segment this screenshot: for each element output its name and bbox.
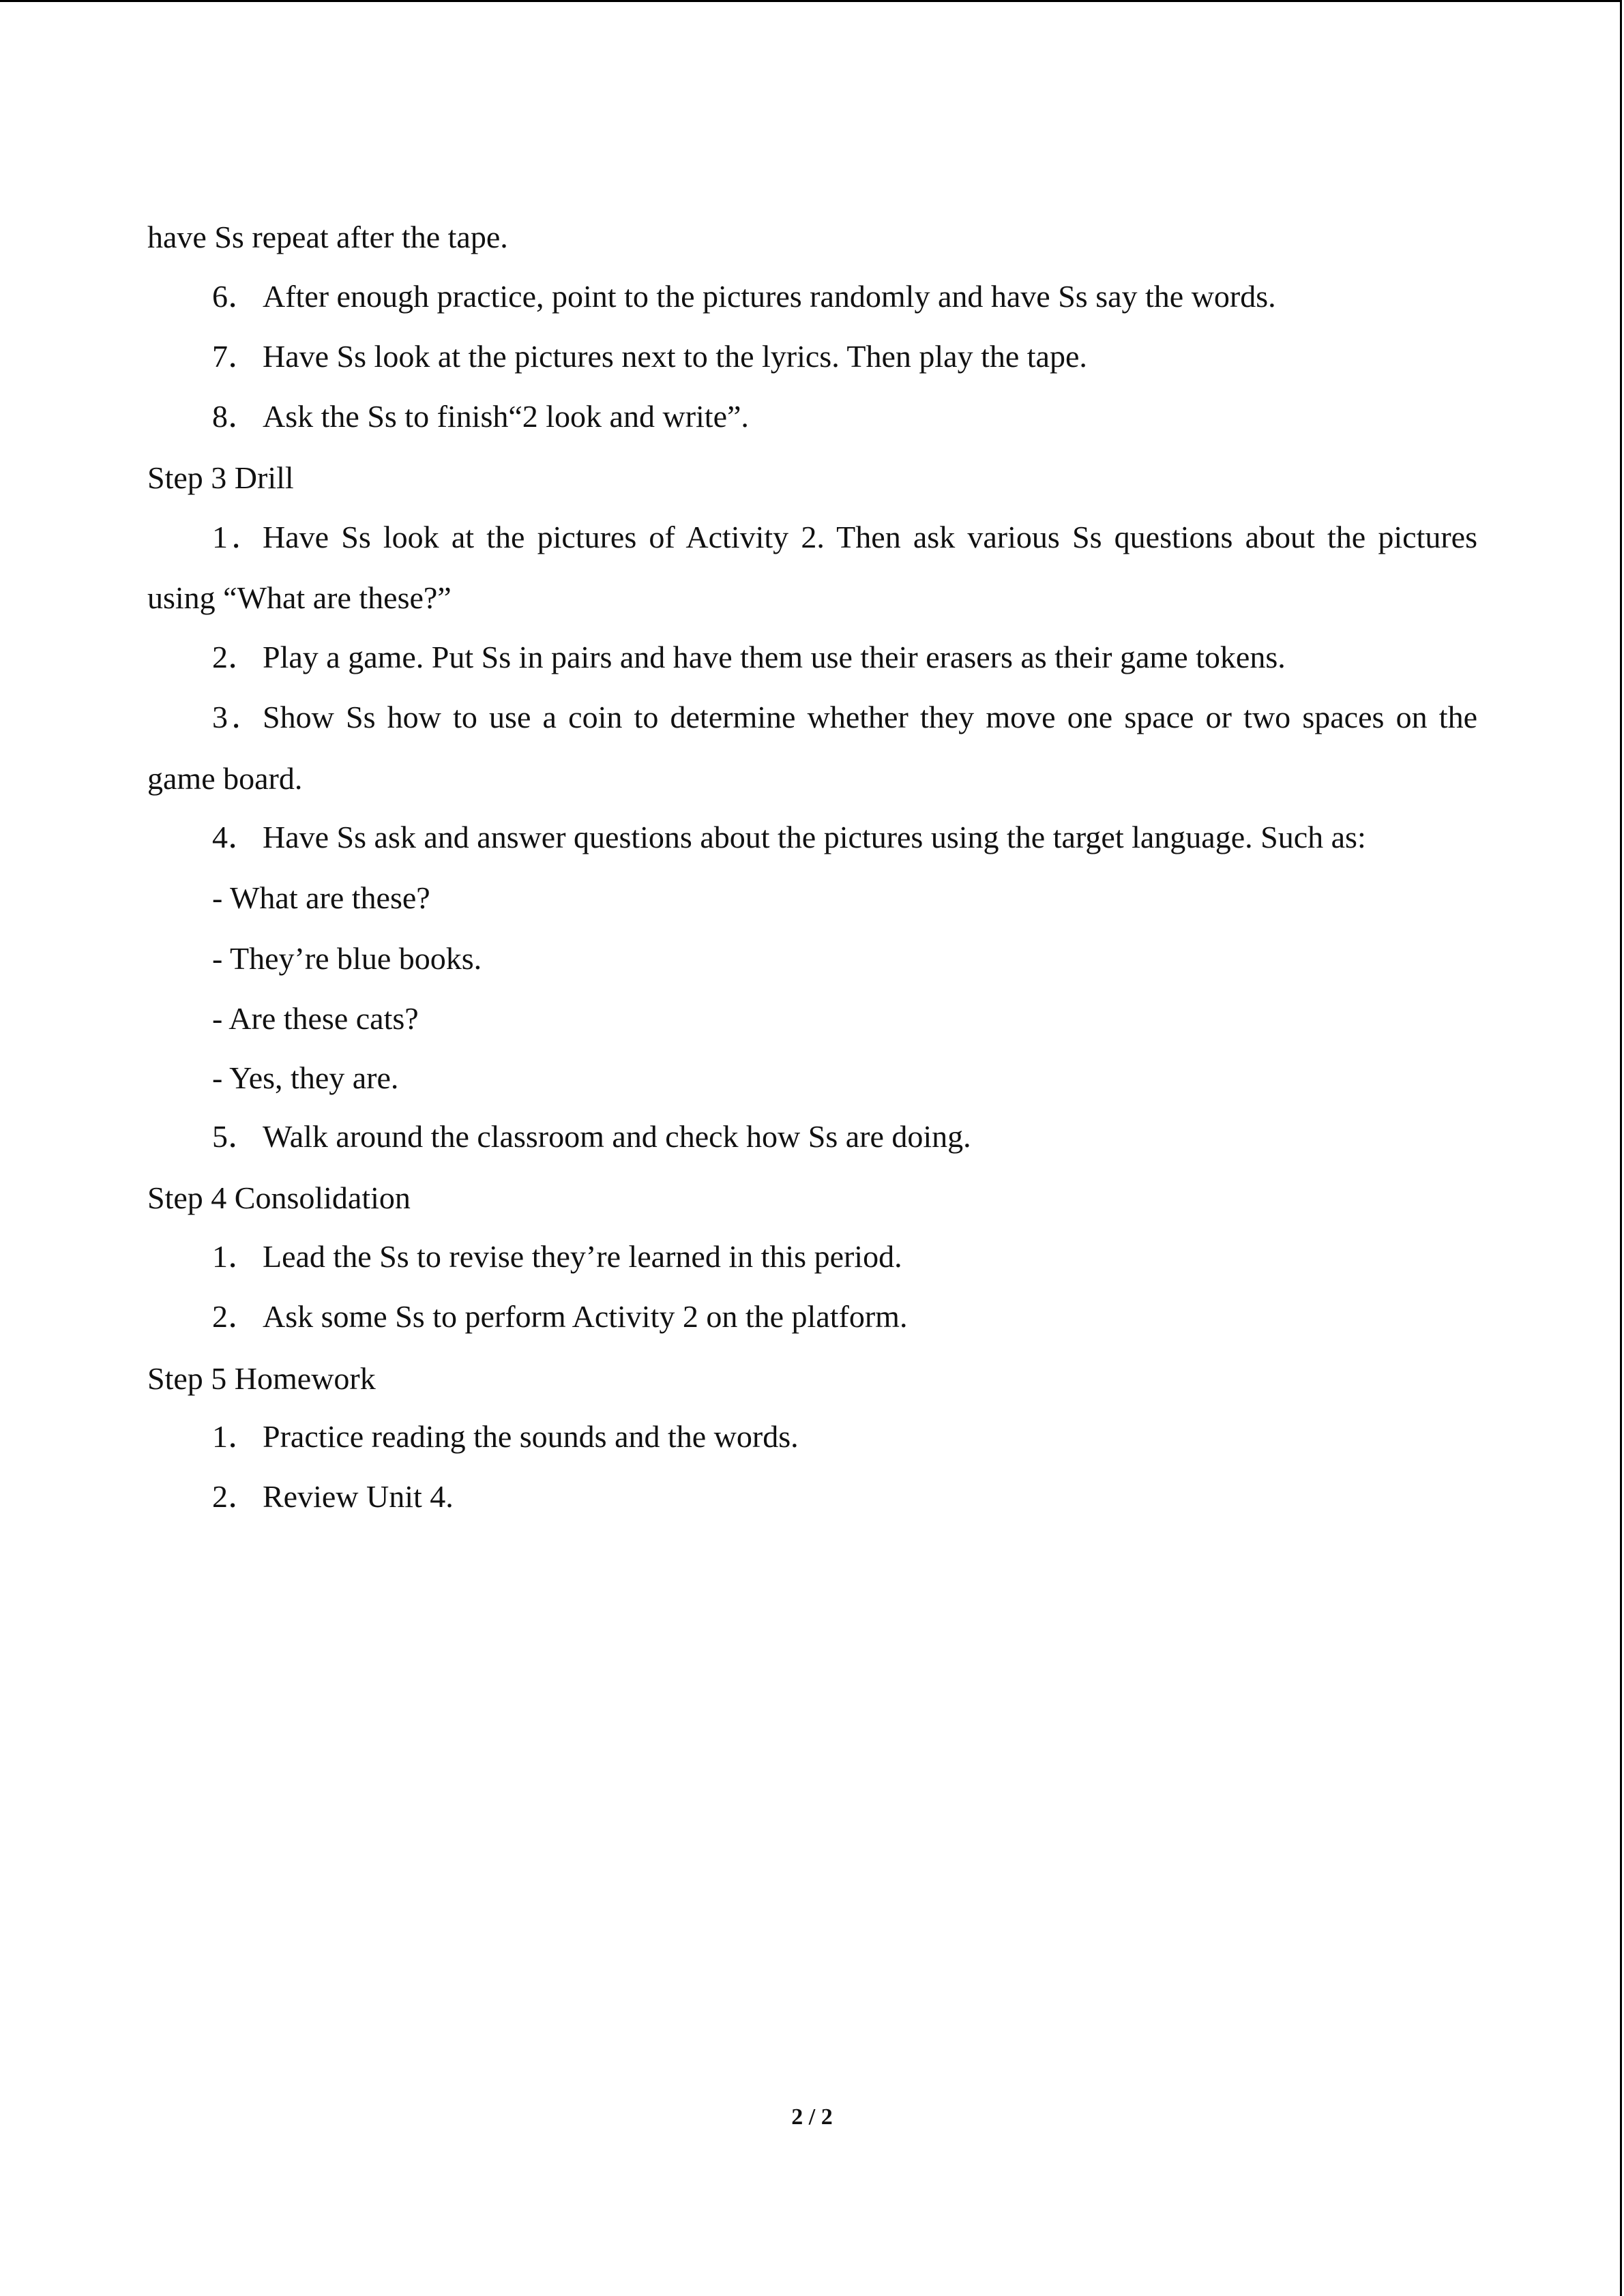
dialog-line xyxy=(212,1058,398,1099)
heading-text: Step 5 Homework xyxy=(147,1361,376,1396)
list-number: 3． xyxy=(212,700,263,734)
list-text: Practice reading the sounds and the words. xyxy=(263,1419,799,1454)
dialog-line xyxy=(212,938,482,979)
text-line xyxy=(147,217,508,258)
dialog-text: - Are these cats? xyxy=(212,1001,419,1036)
list-item xyxy=(212,517,1477,558)
list-number: 6． xyxy=(212,279,259,314)
list-text: Review Unit 4. xyxy=(263,1479,454,1514)
list-number: 1． xyxy=(212,520,263,554)
list-item xyxy=(212,1296,907,1337)
heading-text: Step 4 Consolidation xyxy=(147,1180,411,1215)
dialog-text: - What are these? xyxy=(212,880,430,915)
section-heading xyxy=(147,1358,376,1399)
section-heading xyxy=(147,1178,411,1219)
list-number: 2． xyxy=(212,1479,259,1514)
list-item xyxy=(212,276,1276,317)
list-text: Ask the Ss to finish“2 look and write”. xyxy=(263,399,749,434)
line-text: have Ss repeat after the tape. xyxy=(147,220,508,254)
list-text: Ask some Ss to perform Activity 2 on the platform. xyxy=(263,1299,908,1334)
list-item xyxy=(212,1476,454,1517)
list-number: 1． xyxy=(212,1239,259,1274)
list-number: 8． xyxy=(212,399,259,434)
list-item xyxy=(212,637,1286,678)
text-line xyxy=(147,758,302,799)
list-text: Walk around the classroom and check how Ss are doing. xyxy=(263,1119,971,1154)
list-item xyxy=(212,1236,902,1277)
list-text: Have Ss look at the pictures next to the lyrics. Then play the tape. xyxy=(263,339,1087,374)
list-text: Have Ss ask and answer questions about the pictures using the target language. Such as: xyxy=(263,820,1366,854)
dialog-text: - Yes, they are. xyxy=(212,1060,399,1095)
list-item xyxy=(212,817,1366,858)
page-number: 2 / 2 xyxy=(791,2104,833,2130)
list-item xyxy=(212,396,749,437)
dialog-line xyxy=(212,878,430,919)
list-number: 4． xyxy=(212,820,259,854)
list-text: Have Ss look at the pictures of Activity 2. Then ask various Ss questions about the pictures xyxy=(263,520,1477,554)
list-number: 5． xyxy=(212,1119,259,1154)
list-text: Lead the Ss to revise they’re learned in this period. xyxy=(263,1239,902,1274)
dialog-line xyxy=(212,998,419,1039)
list-item xyxy=(212,1116,971,1157)
list-number: 2． xyxy=(212,640,259,674)
list-item xyxy=(212,697,1477,738)
section-heading xyxy=(147,458,294,498)
list-text: Show Ss how to use a coin to determine whether they move one space or two spaces on the xyxy=(263,700,1477,734)
dialog-text: - They’re blue books. xyxy=(212,941,482,976)
line-text: game board. xyxy=(147,761,303,796)
list-number: 7． xyxy=(212,339,259,374)
list-item xyxy=(212,1416,799,1457)
line-text: using “What are these?” xyxy=(147,580,452,615)
list-number: 1． xyxy=(212,1419,259,1454)
heading-text: Step 3 Drill xyxy=(147,460,294,495)
text-line xyxy=(147,578,452,618)
list-number: 2． xyxy=(212,1299,259,1334)
list-text: After enough practice, point to the pictures randomly and have Ss say the words. xyxy=(263,279,1276,314)
list-text: Play a game. Put Ss in pairs and have them use their erasers as their game tokens. xyxy=(263,640,1286,674)
list-item xyxy=(212,336,1087,377)
